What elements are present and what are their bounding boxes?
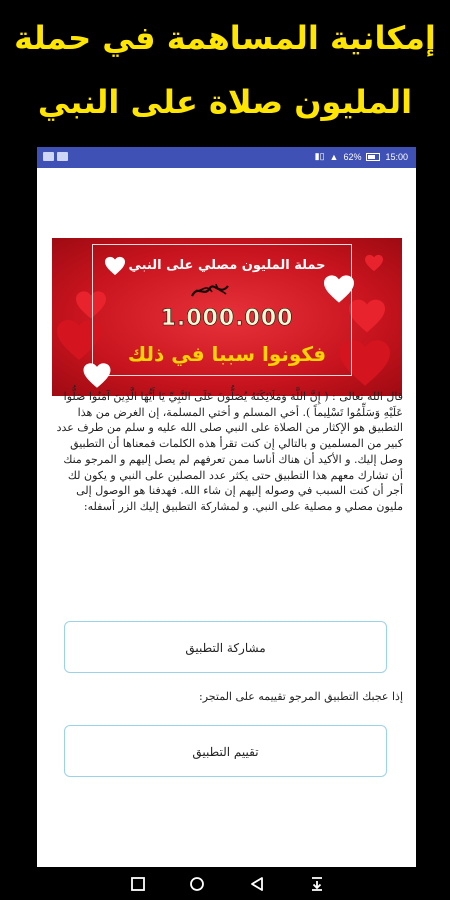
square-icon[interactable] bbox=[130, 876, 146, 892]
description-paragraph: قال الله تعالى : ( إِنَّ اللَّهَ وَمَلَائِكَتَهُ يُصَلُّونَ عَلَى النَّبِيِّ يَا أَيُّهَا الَّذِينَ آمَنُوا صَلُّوا عَلَيْهِ وَسَلِّمُوا تَسْلِيماً ). أخي المسلم و أختي المسلمة، إن الغرض من هذا التطبيق هو الإكثار من الصلاة على النبي صلى الله عليه و سلم من طرف عدد كبير من المسلمين و بالتالي إن كنت تقرأ هذه الكلمات فمعناها أن التطبيق وصل إليك. و الأكيد أن هناك أناسا ممن تعرفهم لم يصل إليهم و المرجو منك أن تشارك معهم هذا التطبيق حتى يكثر عدد المصلين على النبي و يكون لك أجر أن كنت السبب في وصوله إليهم إن شاء الله. فهدفنا هو الوصول إلى مليون مصلي و مصلية على النبي. و لمشاركة التطبيق إليك الزر أسفله: bbox=[56, 390, 403, 513]
phone-screen bbox=[37, 147, 416, 867]
promo-title-line1: إمكانية المساهمة في حملة bbox=[14, 19, 436, 57]
battery-icon bbox=[366, 153, 380, 161]
notification-icons bbox=[43, 152, 68, 161]
navigation-bar bbox=[0, 868, 450, 900]
signal-icon: ▲ bbox=[329, 151, 339, 162]
vibrate-icon: ▮▯ bbox=[314, 151, 325, 161]
banner-heading: حملة المليون مصلي على النبي bbox=[128, 258, 326, 273]
banner-number: 1.000.000 bbox=[160, 306, 294, 331]
calligraphy-icon bbox=[188, 278, 232, 302]
circle-icon[interactable] bbox=[189, 876, 205, 892]
clock: 15:00 bbox=[385, 151, 408, 162]
download-icon[interactable] bbox=[309, 876, 325, 892]
status-bar bbox=[37, 147, 416, 168]
promo-title-line2: المليون صلاة على النبي bbox=[37, 83, 413, 121]
status-right bbox=[315, 151, 408, 162]
banner-slogan: فكونوا سببا في ذلك bbox=[127, 342, 327, 366]
notification-icon bbox=[43, 152, 54, 161]
campaign-banner-image bbox=[52, 238, 402, 396]
battery-level: 62% bbox=[343, 151, 362, 162]
notification-icon bbox=[57, 152, 68, 161]
rate-app-button[interactable]: تقييم التطبيق bbox=[64, 725, 387, 777]
triangle-back-icon[interactable] bbox=[249, 876, 265, 892]
promo-title bbox=[0, 0, 450, 145]
share-app-button[interactable]: مشاركة التطبيق bbox=[64, 621, 387, 673]
rate-prompt-label: إذا عجبك التطبيق المرجو تقييمه على المتجر: bbox=[199, 690, 403, 703]
